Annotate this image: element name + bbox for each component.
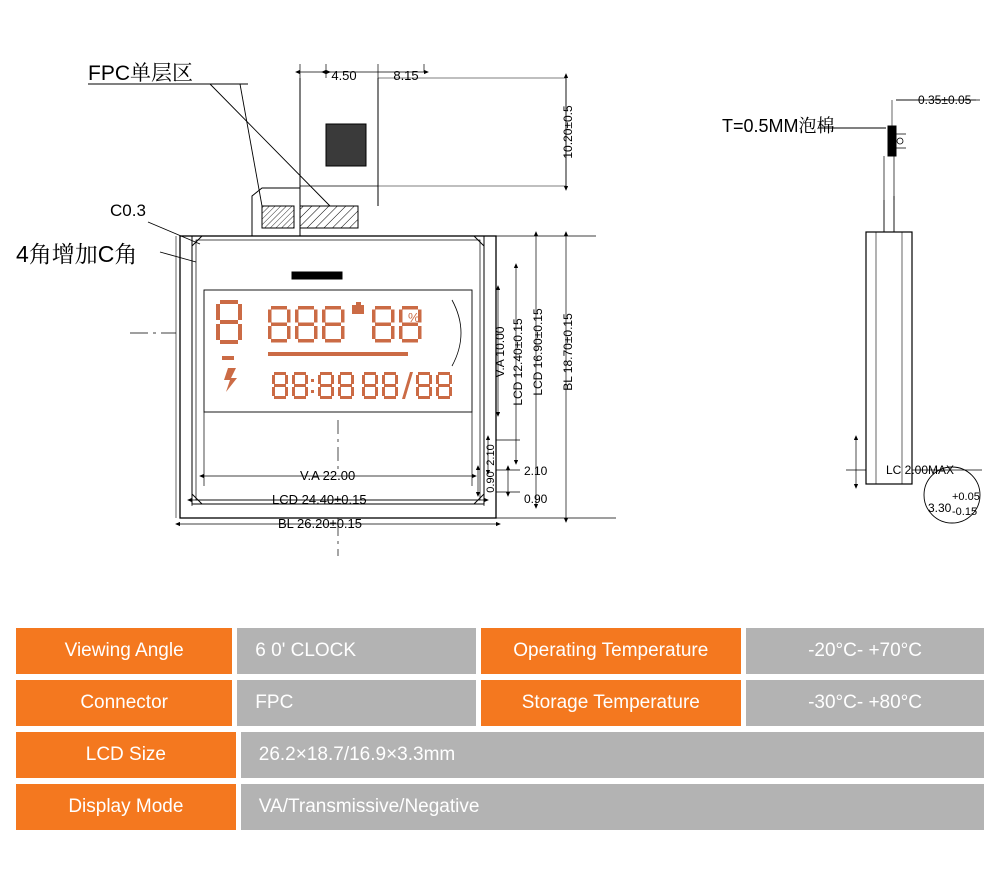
table-row (16, 732, 984, 778)
specification-table (16, 628, 984, 836)
dim-side-top: 0.35±0.05 (918, 93, 972, 107)
spec-label-storage-temperature: Storage Temperature (481, 680, 742, 726)
spec-label-viewing-angle: Viewing Angle (16, 628, 232, 674)
dim-right-5: V.A 10.00 (493, 326, 507, 378)
spec-label-display-mode: Display Mode (16, 784, 236, 830)
dim-bottom-3: BL 26.20±0.15 (278, 516, 362, 531)
spec-value-display-mode: VA/Transmissive/Negative (241, 784, 984, 830)
svg-text:%: % (408, 310, 420, 325)
note-fpc-single-layer: FPC单层区 (88, 62, 193, 85)
spec-label-connector: Connector (16, 680, 232, 726)
dim-right-4: LCD 12.40±0.15 (511, 318, 525, 406)
dim-right-1: 10.20±0.5 (561, 105, 575, 159)
dim-top-b: 8.15 (393, 68, 419, 83)
spec-value-lcd-size: 26.2×18.7/16.9×3.3mm (241, 732, 984, 778)
dim-side-total: 3.30 (928, 501, 952, 515)
dim-bottom-right-2: 0.90 (524, 492, 548, 506)
spec-value-viewing-angle: 6 0' CLOCK (237, 628, 475, 674)
dim-side-tol-plus: +0.05 (952, 491, 980, 503)
spec-label-operating-temperature: Operating Temperature (481, 628, 742, 674)
dim-bottom-2: LCD 24.40±0.15 (272, 492, 367, 507)
note-c03: C0.3 (110, 201, 146, 220)
spec-value-connector: FPC (237, 680, 475, 726)
dim-small-1: 2.10 (485, 444, 497, 466)
table-row (16, 784, 984, 830)
dim-top-a: 4.50 (331, 68, 357, 83)
spec-value-operating-temperature: -20°C- +70°C (746, 628, 984, 674)
dim-bottom-right-1: 2.10 (524, 464, 548, 478)
table-row (16, 628, 984, 674)
dim-small-2: 0.90 (485, 471, 497, 493)
table-row (16, 680, 984, 726)
spec-value-storage-temperature: -30°C- +80°C (746, 680, 984, 726)
dim-right-3: BL 18.70±0.15 (561, 313, 575, 391)
note-four-corner-c: 4角增加C角 (16, 241, 138, 267)
spec-label-lcd-size: LCD Size (16, 732, 236, 778)
dim-right-2: LCD 16.90±0.15 (531, 308, 545, 396)
note-foam: T=0.5MM泡棉 (722, 116, 835, 136)
dim-side-tol-minus: -0.15 (952, 506, 978, 518)
dim-bottom-1: V.A 22.00 (300, 468, 356, 483)
dim-side-lc: LC 2.00MAX (886, 463, 955, 477)
